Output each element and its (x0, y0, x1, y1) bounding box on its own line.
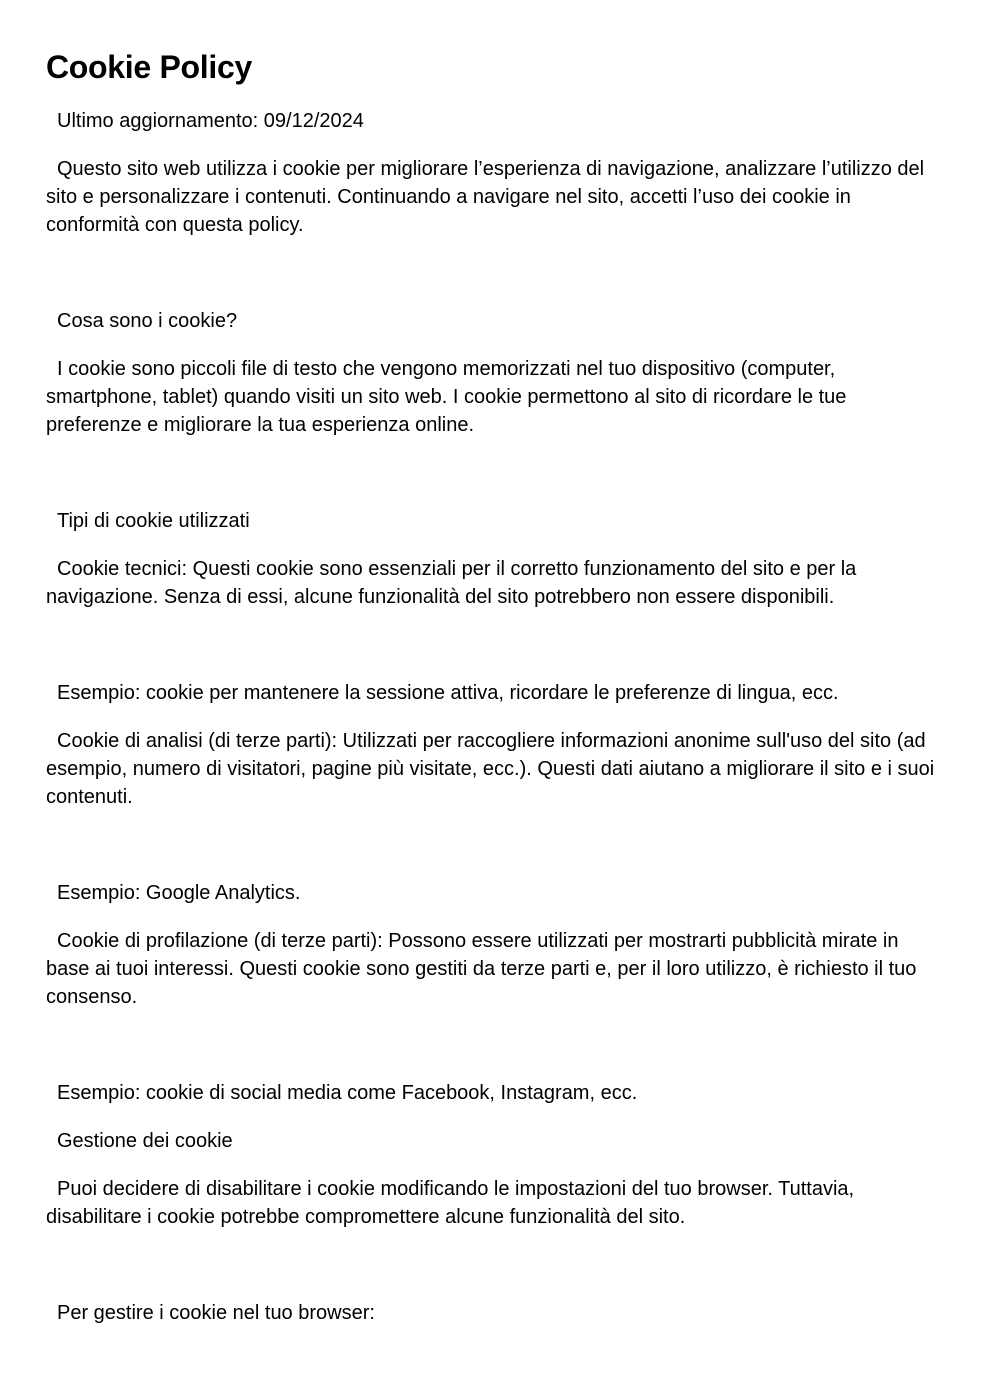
paragraph: Tipi di cookie utilizzati (57, 510, 250, 532)
paragraph: Cookie di analisi (di terze parti): Utilizzati per raccogliere informazioni anonime sull'uso del sito (ad esempio, numero di visitatori, pagine più visitate, ecc.). Questi dati aiutano a migliorare il sito e i suoi contenuti. (46, 730, 935, 808)
paragraph: Ultimo aggiornamento: 09/12/2024 (57, 110, 364, 132)
document-content (46, 47, 936, 1327)
empty-paragraph (46, 831, 936, 859)
paragraph: Cookie di profilazione (di terze parti): Possono essere utilizzati per mostrarti pubblicità mirate in base ai tuoi interessi. Questi cookie sono gestiti da terze parti e, per il loro utilizzo, è richiesto il tuo consenso. (46, 930, 917, 1008)
paragraph: I cookie sono piccoli file di testo che vengono memorizzati nel tuo dispositivo (computer, smartphone, tablet) quando visiti un sito web. I cookie permettono al sito di ricordare le tue preferenze e migliorare la tua esperienza online. (46, 358, 847, 436)
paragraph: Esempio: cookie per mantenere la sessione attiva, ricordare le preferenze di lingua, ecc. (57, 682, 839, 704)
empty-paragraph (46, 259, 936, 287)
empty-paragraph (46, 459, 936, 487)
paragraph: Puoi decidere di disabilitare i cookie modificando le impostazioni del tuo browser. Tuttavia, disabilitare i cookie potrebbe compromettere alcune funzionalità del sito. (46, 1178, 855, 1228)
paragraph: Gestione dei cookie (57, 1130, 233, 1152)
paragraph: Esempio: Google Analytics. (57, 882, 301, 904)
paragraph: Per gestire i cookie nel tuo browser: (57, 1302, 375, 1324)
paragraph: Questo sito web utilizza i cookie per migliorare l’esperienza di navigazione, analizzare l’utilizzo del sito e personalizzare i contenuti. Continuando a navigare nel sito, accetti l’uso dei cookie in conformità con questa policy. (46, 158, 925, 236)
empty-paragraph (46, 1251, 936, 1279)
empty-paragraph (46, 631, 936, 659)
page-title: Cookie Policy (46, 49, 252, 85)
paragraph: Esempio: cookie di social media come Facebook, Instagram, ecc. (57, 1082, 638, 1104)
empty-paragraph (46, 1031, 936, 1059)
document-body (46, 107, 936, 1327)
paragraph: Cookie tecnici: Questi cookie sono essenziali per il corretto funzionamento del sito e per la navigazione. Senza di essi, alcune funzionalità del sito potrebbero non essere disponibili. (46, 558, 857, 608)
paragraph: Cosa sono i cookie? (57, 310, 238, 332)
